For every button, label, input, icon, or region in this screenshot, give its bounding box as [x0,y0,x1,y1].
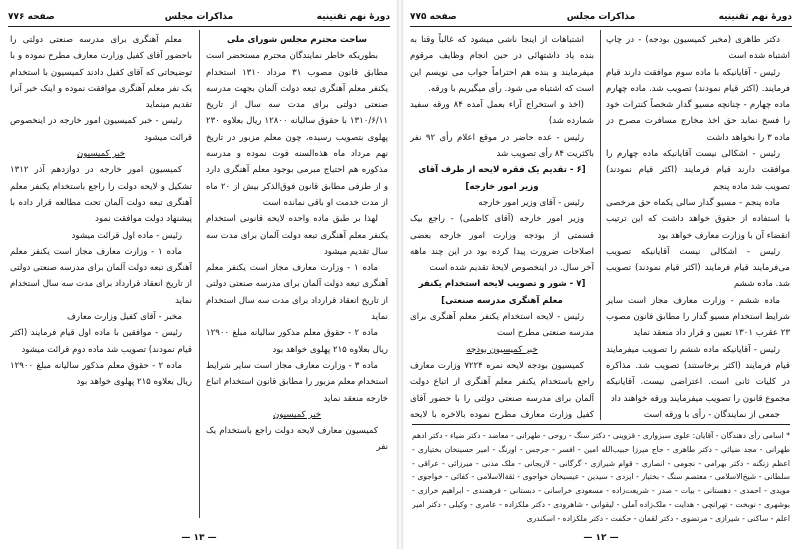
paragraph: ماده پنجم - مسیو گدار سالی یکماه حق مرخصی با استفاده از حقوق خواهد داشت که این ترتیب انقضاء آن با وزارت معارف خواهد بود [606,197,790,241]
paragraph: رئیس - اشکالی نیست آقایانیکه ماده چهارم را موافقت دارند قیام فرمایند (اکثر قیام نمودند) تصویب شد ماده پنجم [606,149,790,192]
left-page [0,0,398,549]
paragraph: رئیس - آقایانیکه با ماده سوم موافقت دارند قیام فرمایند. (اکثر قیام نمودند) تصویب شد. ماده چهارم ماده چهارم - چنانچه مسیو گدار شخصاً کنترات خود را فسخ نماید حق اخذ مخارج مسافرت مصرح در ماده ۳ را نخواهد داشت [606,67,790,143]
paragraph: رئیس - آقای وزیر امور خارجه [478,197,584,208]
page-number-label: صفحه ۷۷۶ [8,12,55,22]
paragraph: کمیسیون بودجه لایحه نمره ۷۲۲۴ وزارت معارف راجع باستخدام یکنفر معلم آهنگری از اتباع دولت آلمان برای مدرسه صنعتی دولتی را با حضور آقای کفیل وزارت معارف مطرح نموده بالاخره با لایحه [410,360,594,420]
period-label: دورهٔ نهم تقنینیه [316,12,390,22]
column-divider [199,30,200,518]
paragraph: کمیسیون امور خارجه در دوازدهم آذر ۱۳۱۲ تشکیل و لایحه دولت را راجع باستخدام یکنفر معلم آهنگری تبعه دولت آلمان تحت مطالعه قرار داده با پیشنهاد دولت موافقت نمود [10,165,192,225]
paragraph: جمعی از نمایندگان - رأی با ورقه است [643,409,780,420]
page-footer-number: — ۱۲ — [583,533,619,543]
paragraph: ماده ۱ - وزارت معارف مجاز است یکنفر معلم آهنگری تبعه دولت آلمان برای مدرسه صنعتی دولتی از تاریخ انعقاد قرارداد برای مدت سه سال استخدام نماید [206,263,388,323]
text-column [410,32,594,420]
paragraph: دکتر طاهری (مخبر کمیسیون بودجه) - در چاپ اشتباه شده است [606,35,790,62]
paragraph: بطوریکه خاطر نمایندگان محترم مستحضر است مطابق قانون مصوب ۳۱ مرداد ۱۳۱۰ استخدام یکنفر معلم آهنگری تبعه دولت آلمان بجهت مدرسه صنعتی دولتی برای مدت سه سال از تاریخ ۱۳۱۰/۶/۱۱ با حقوق سالیانه ۱۲۸۰۰ ریال بعلاوه ۲۳۰ پهلوی بتصویب رسیده، چون معلم مزبور در تاریخ نهم مرداد ماه هذه‌السنه فوت نموده و مدرسه مذکوره هم احتیاج مبرمی بوجود معلم آهنگری دارد و از طرفی مطابق قانون فوق‌الذکر بیش از ۲۰ ماه از مدت خدمت او باقی نمانده است [206,51,388,208]
paragraph: رئیس - اشکالی نیست آقایانیکه تصویب می‌فرمایند قیام فرمایند (اکثر قیام نمودند) تصویب شد. ماده ششم [606,246,790,290]
section-heading: [۶ - تقدیم یک فقره لایحه از طرف آقای وزیر امور خارجه] [418,165,586,192]
page-number-label: صفحه ۷۷۵ [410,12,457,22]
paragraph: ماده ۲ - حقوق معلم مذکور سالیانه مبلغ ۱۲۹۰۰ ریال بعلاوه ۲۱۵ پهلوی خواهد بود [206,328,388,355]
paragraph: رئیس - آقایانیکه ماده ششم را تصویب میفرمایند قیام فرمایند (اکثر برخاستند) تصویب شد. مذاکره در کلیات ثانی است. اعتراضی نیست. آقایانیکه مجموع قانون را تصویب میفرمایند ورقه خواهند داد [606,344,790,404]
paragraph: رئیس - لایحه استخدام یکنفر معلم آهنگری برای مدرسه صنعتی مطرح است [410,312,594,339]
page-footer-number: — ۱۳ — [181,533,217,543]
paragraph: معلم آهنگری برای مدرسه صنعتی دولتی را باحضور آقای کفیل وزارت معارف مطرح نموده و با توضیحاتی که آقای کفیل دادند کمیسیون با استخدام یک نفر معلم آهنگری موافقت نموده و اینک خبر آنرا تقدیم مینماید [10,35,192,111]
paragraph: ماده ۲ - حقوق معلم مذکور سالیانه مبلغ ۱۲۹۰۰ ریال بعلاوه ۲۱۵ پهلوی خواهد بود [10,360,192,388]
text-column [606,32,790,420]
paragraph: ماده ۱ - وزارت معارف مجاز است یکنفر معلم آهنگری تبعه دولت آلمان برای مدرسه صنعتی دولتی از تاریخ انعقاد قرارداد برای مدت سه سال استخدام نماید [10,246,192,306]
paragraph: اشتباهات از اینجا ناشی میشود که غالباً وقتا به بنده یاد داشتهائی در حین انجام وظایف مرقوم میفرمایند و بنده هم احتراماً جواب می نویسم این است که اشتباه می شود. رأی میگیریم با ورقه. [410,35,594,94]
page-title: مذاکرات مجلس [566,12,636,22]
paragraph: لهذا بر طبق ماده واحده لایحه قانونی استخدام یکنفر معلم آهنگری تبعه دولت آلمان برای مدت سه سال تقدیم میشود [206,214,388,257]
section-heading: ساحت محترم مجلس شورای ملی [227,35,367,45]
paragraph: کمیسیون معارف لایحه دولت راجع باستخدام یک نفر [206,426,388,453]
paragraph: ماده ۳ - وزارت معارف مجاز است سایر شرایط استخدام معلم مزبور را مطابق قانون استخدام اتباع خارجه منعقد نماید [206,360,388,404]
text-column [10,32,192,522]
paragraph: مخبر - آقای کفیل وزارت معارف [67,312,182,323]
paragraph: رئیس - موافقین با ماده اول قیام فرمایند (اکثر قیام نمودند) تصویب شد ماده دوم قرائت میشود [10,328,192,355]
right-page [402,0,800,549]
period-label: دورهٔ نهم تقنینیه [718,12,792,22]
page-title: مذاکرات مجلس [164,12,234,22]
section-heading: [۷ - شور و تصویب لایحه استخدام یکنفر معلم آهنگری مدرسه صنعتی] [418,279,586,306]
page-header [8,12,390,27]
page-header [410,12,792,27]
column-divider [600,30,601,420]
paragraph: (اخذ و استخراج آراء بعمل آمده ۸۴ ورقه سفید شمارده شد) [410,100,594,127]
paragraph: وزیر امور خارجه (آقای کاظمی) - راجع بیک قسمتی از بودجه وزارت امور خارجه بعضی اصلاحات ضرورت پیدا کرده بود در این چند ماهه آخر سال. در اینخصوص لایحهٔ تقدیم شده است [410,214,594,274]
text-column [206,32,388,522]
paragraph: رئیس - عده حاضر در موقع اعلام رأی ۹۲ نفر باکثریت ۸۴ رأی تصویب شد [410,132,594,160]
paragraph: ماده ششم - وزارت معارف مجاز است سایر شرایط استخدام مسیو گدار را مطابق قانون مصوب ۲۳ عقرب ۱۳۰۱ تعیین و قرار داد منعقد نماید [606,295,790,339]
paragraph: رئیس - خبر کمیسیون امور خارجه در اینخصوص قرائت میشود [10,116,192,143]
subheading: خبر کمیسیون [76,149,126,160]
footnote-voters-list: * اسامی رأی دهندگان - آقایان: علوی سبزواری - قزوینی - دکتر سنگ - روحی - طهرانی - معاضد - دکتر ضیاء - دکتر ادهم طهرانی - مجد ضیائی - دکتر طاهری - حاج میرزا حبیب‌الله امین - افسر - جرجس - اورنگ - امیر حسینخان بختیاری - اعظم زنگنه - دکتر بهرامی - نجومی - انصاری - قوام شیرازی - گرگانی - لاریجانی - ملک مدنی - میرزائی - عراقی - سلطانی - شیخ‌الاسلامی - معتصم سنگ - بختیار - ایزدی - سیدین - عیسیخان خواجوی - ثقة‌الاسلامی - کفائی - خواجوی - مویدی - احمدی - دهستانی - بیات - صدر - شریعت‌زاده - مسعودی خراسانی - دبستانی - فرهمندی - ابراهیم خرازی - بوشهری - نوبخت - تهرانچی - هدایت - ملک‌زاده آملی - لیقوانی - شاهرودی - دکتر ملکزاده - عامری - وکیلی - دکتر امیر اعلم - ساکنی - شیرازی - مرتضوی - دکتر لقمان - حکمت - دکتر ملکزاده - اسکندری [412,424,790,527]
subheading: خبر کمیسیون [272,409,322,420]
paragraph: رئیس - ماده اول قرائت میشود [71,230,182,241]
subheading: خبر کمیسیون بودجه [466,344,538,355]
